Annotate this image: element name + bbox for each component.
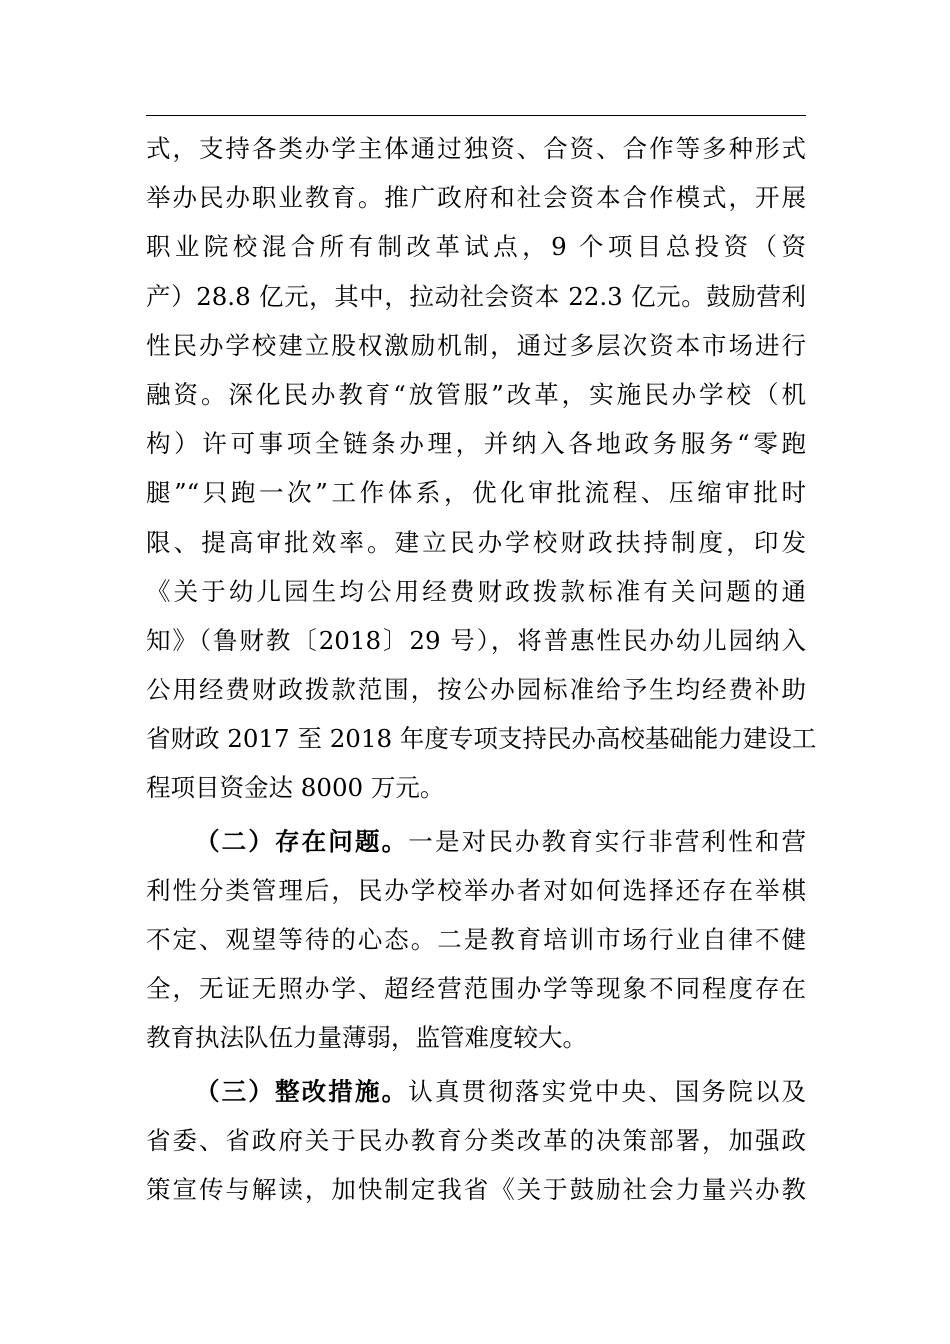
paragraph-existing-problems — [146, 817, 806, 1063]
text-line: 融资。深化民办教育“放管服”改革，实施民办学校（机 — [146, 379, 806, 409]
text-line: 《关于幼儿园生均公用经费财政拨款标准有关问题的通 — [146, 576, 806, 606]
text-line: 公用经费财政拨款范围，按公办园标准给予生均经费补助 — [146, 675, 806, 705]
text-line: 利性分类管理后，民办学校举办者对如何选择还存在举棋 — [146, 875, 806, 905]
section-heading-measures: （三）整改措施。 — [195, 1076, 409, 1106]
text-line: 产）28.8 亿元，其中，拉动社会资本 22.3 亿元。鼓励营利 — [146, 281, 806, 311]
text-run: 一是对民办教育实行非营利性和营 — [408, 826, 807, 856]
text-line: 不定、观望等待的心态。二是教育培训市场行业自律不健 — [146, 925, 806, 954]
text-line-first — [146, 1067, 806, 1116]
text-run: 认真贯彻落实党中央、国务院以及 — [408, 1076, 807, 1106]
text-line: 全，无证无照办学、超经营范围办学等现象不同程度存在 — [146, 974, 806, 1004]
text-line-first — [146, 817, 806, 866]
paragraph-funding — [146, 124, 817, 813]
text-line: 程项目资金达 8000 万元。 — [146, 773, 445, 803]
section-heading-problems: （二）存在问题。 — [195, 826, 409, 856]
text-line: 教育执法队伍力量薄弱，监管难度较大。 — [146, 1023, 587, 1053]
text-line: 省财政 2017 至 2018 年度专项支持民办高校基础能力建设工 — [146, 724, 817, 754]
document-body — [146, 124, 817, 1214]
text-line: 职业院校混合所有制改革试点，9 个项目总投资（资 — [146, 232, 806, 262]
text-line: 式，支持各类办学主体通过独资、合资、合作等多种形式 — [146, 134, 806, 163]
text-line: 构）许可事项全链条办理，并纳入各地政务服务“零跑 — [146, 429, 806, 459]
header-rule — [146, 115, 806, 116]
text-line: 腿”“只跑一次”工作体系，优化审批流程、压缩审批时 — [146, 478, 806, 508]
paragraph-rectification-measures — [146, 1067, 806, 1215]
text-line: 知》（鲁财教〔2018〕29 号），将普惠性民办幼儿园纳入 — [146, 625, 806, 655]
text-line: 举办民办职业教育。推广政府和社会资本合作模式，开展 — [146, 183, 806, 213]
text-line: 省委、省政府关于民办教育分类改革的决策部署，加强政 — [146, 1125, 806, 1155]
text-line: 策宣传与解读，加快制定我省《关于鼓励社会力量兴办教 — [146, 1174, 806, 1204]
text-line: 性民办学校建立股权激励机制，通过多层次资本市场进行 — [146, 330, 806, 360]
text-line: 限、提高审批效率。建立民办学校财政扶持制度，印发 — [146, 527, 806, 557]
